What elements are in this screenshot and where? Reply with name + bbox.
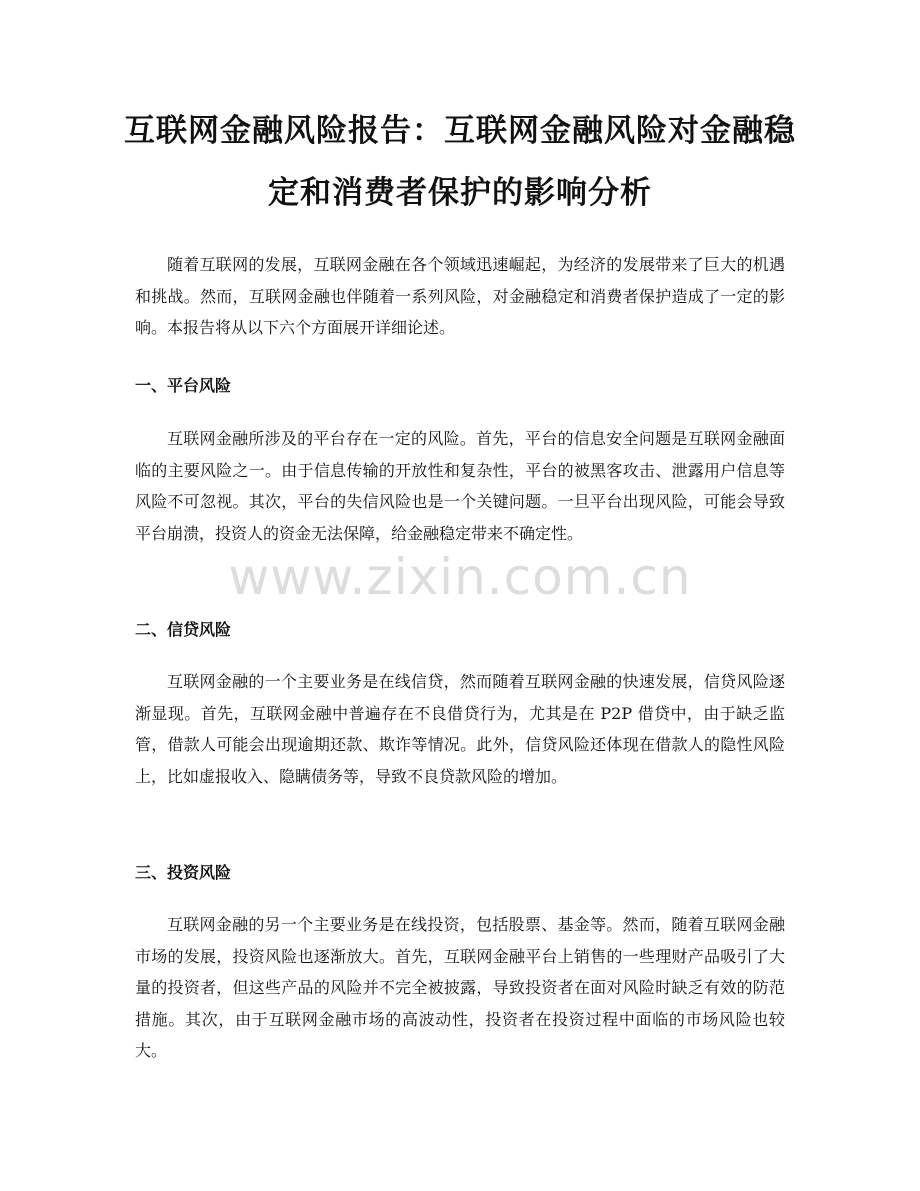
document-title: 互联网金融风险报告：互联网金融风险对金融稳定和消费者保护的影响分析 bbox=[124, 113, 796, 211]
section-heading-platform-risk: 一、平台风险 bbox=[135, 376, 232, 395]
section-body-credit-risk: 互联网金融的一个主要业务是在线信贷，然而随着互联网金融的快速发展，信贷风险逐渐显现。首先，互联网金融中普遍存在不良借贷行为，尤其是在 P2P 借贷中，由于缺乏监管，借款人可能会出现逾期还款、欺诈等情况。此外，信贷风险还体现在借款人的隐性风险上，比如虚报收入、隐瞒债务等，导致不良贷款风险的增加。 bbox=[135, 672, 785, 786]
section-body-investment-risk: 互联网金融的另一个主要业务是在线投资，包括股票、基金等。然而，随着互联网金融市场的发展，投资风险也逐渐放大。首先，互联网金融平台上销售的一些理财产品吸引了大量的投资者，但这些产品的风险并不完全被披露，导致投资者在面对风险时缺乏有效的防范措施。其次，由于互联网金融市场的高波动性，投资者在投资过程中面临的市场风险也较大。 bbox=[135, 915, 785, 1060]
section-body-platform-risk: 互联网金融所涉及的平台存在一定的风险。首先，平台的信息安全问题是互联网金融面临的主要风险之一。由于信息传输的开放性和复杂性，平台的被黑客攻击、泄露用户信息等风险不可忽视。其次，平台的失信风险也是一个关键问题。一旦平台出现风险，可能会导致平台崩溃，投资人的资金无法保障，给金融稳定带来不确定性。 bbox=[135, 429, 785, 543]
intro-paragraph: 随着互联网的发展，互联网金融在各个领域迅速崛起，为经济的发展带来了巨大的机遇和挑战。然而，互联网金融也伴随着一系列风险，对金融稳定和消费者保护造成了一定的影响。本报告将从以下六个方面展开详细论述。 bbox=[135, 255, 785, 337]
section-heading-credit-risk: 二、信贷风险 bbox=[135, 620, 232, 639]
section-heading-investment-risk: 三、投资风险 bbox=[135, 863, 232, 882]
watermark: www.zixin.com.cn bbox=[228, 548, 692, 606]
